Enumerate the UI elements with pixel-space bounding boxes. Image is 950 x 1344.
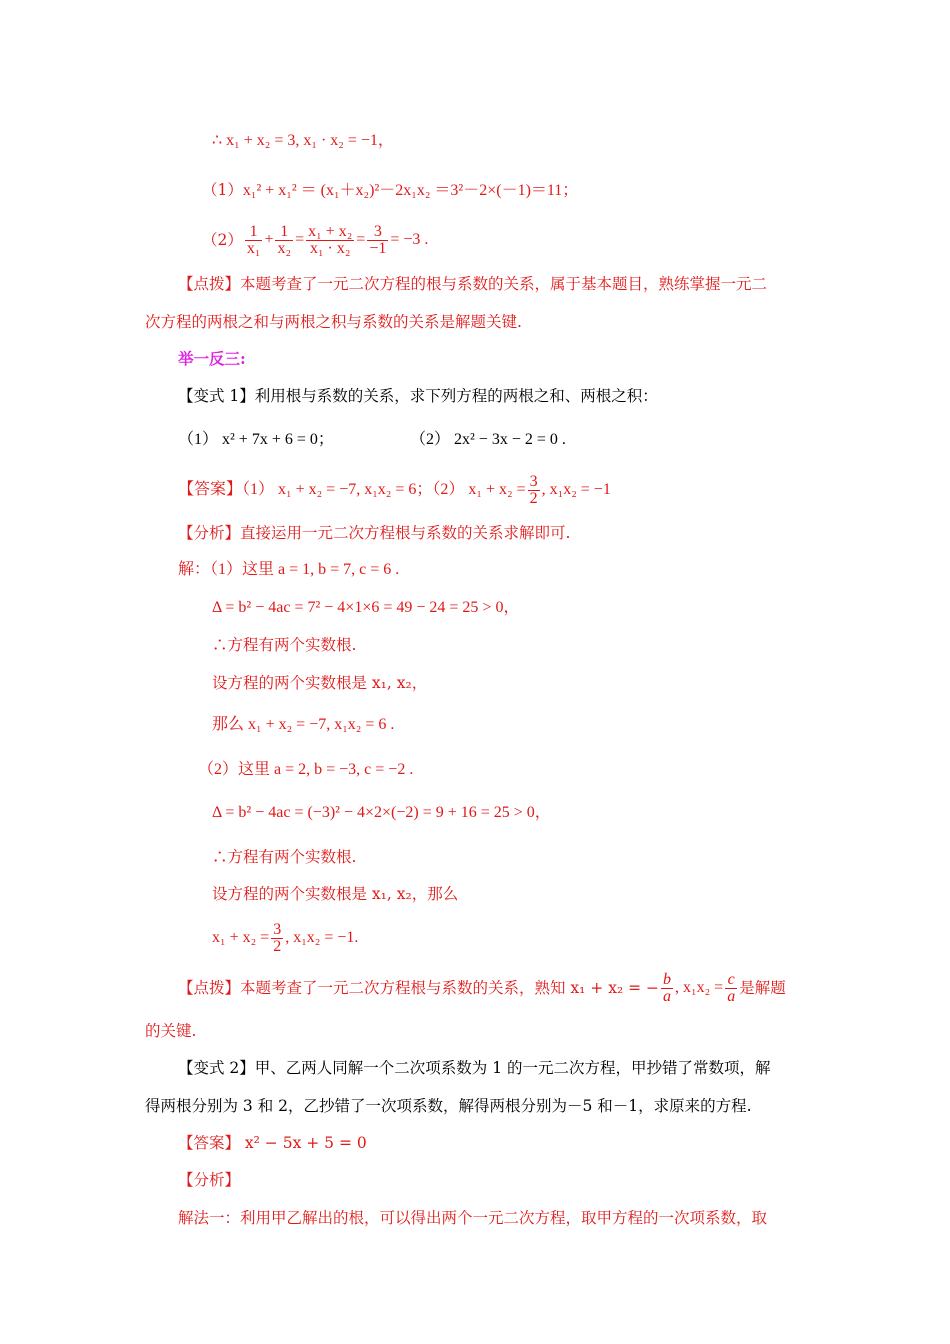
therefore-roots-sum-product: ∴ x₁ + x₂ = 3, x₁ · x₂ = −1， [212, 132, 394, 149]
solution-part-1-two-roots: ∴方程有两个实数根. [212, 636, 357, 654]
plus-sign: + [264, 231, 274, 248]
line-1 [212, 131, 394, 151]
tip-paragraph-line-1: 【点拨】本题考查了一元二次方程的根与系数的关系，属于基本题目，熟练掌握一元二 [178, 275, 768, 293]
fraction-sum-over-product: $\frac{\text{x₁ + x₂}}{\text{x₁ · x₂}}$ [308, 222, 353, 257]
fraction-c-over-a: $\frac{c}{a}$ [727, 970, 736, 1005]
fraction-1-over-x1: $\frac{1}{\text{x₁}}$ [246, 222, 261, 257]
tip-2-line-2: 的关键. [145, 1022, 197, 1040]
fraction-3-over-2: $\frac{3}{2}$ [529, 472, 538, 507]
variant-2-analysis-heading: 【分析】 [178, 1171, 241, 1189]
variant-2-answer: 【答案】 x² − 5x + 5 = 0 [178, 1134, 367, 1152]
solution-part-1-let-roots: 设方程的两个实数根是 x₁, x₂， [212, 674, 428, 692]
result-sum: x₁ + x₂ = [212, 929, 270, 946]
tip-2-product: , x₁x₂ = [675, 979, 724, 996]
result-neg3: = −3 . [390, 231, 429, 248]
variant-2-method-1: 解法一：利用甲乙解出的根，可以得出两个一元二次方程，取甲方程的一次项系数，取 [178, 1209, 768, 1227]
tip-2-tail: 是解题 [739, 979, 786, 997]
equals-sign: = [295, 231, 305, 248]
solution-part-1-coefficients: 解：（1）这里 a = 1, b = 7, c = 6 . [178, 561, 400, 578]
answer-product: , x₁x₂ = −1 [541, 481, 611, 498]
sum-of-squares-formula: x₁² + x₁² ＝ (x₁＋x₂)²－2x₁x₂ ＝3²－2×(－1)＝11； [242, 182, 579, 199]
fraction-1-over-x2: $\frac{1}{\text{x₂}}$ [277, 222, 292, 257]
solution-part-2-two-roots: ∴方程有两个实数根. [212, 848, 357, 866]
line-2 [202, 180, 578, 201]
section-heading-practice: 举一反三: [178, 349, 246, 368]
result-product: , x₁x₂ = −1. [285, 929, 359, 946]
solution-part-2-discriminant: Δ = b² − 4ac = (−3)² − 4×2×(−2) = 9 + 16 = 25 > 0， [212, 804, 551, 821]
analysis-line: 【分析】直接运用一元二次方程根与系数的关系求解即可. [178, 524, 571, 542]
solution-part-1-discriminant: Δ = b² − 4ac = 7² − 4×1×6 = 49 − 24 = 25 > 0， [212, 599, 520, 616]
fraction-3-over-2: $\frac{3}{2}$ [273, 920, 282, 955]
variant-1-equation-2: （2） 2x² − 3x − 2 = 0 . [410, 431, 566, 448]
solution-part-2-result [212, 916, 358, 960]
solution-part-2-coefficients: （2）这里 a = 2, b = −3, c = −2 . [198, 761, 414, 778]
tip-2-line-1 [178, 966, 786, 1010]
equals-sign: = [356, 231, 366, 248]
line-3 [202, 218, 428, 262]
variant-1-equation-1: （1） x² + 7x + 6 = 0； [178, 431, 334, 448]
tip-2-text: 【点拨】本题考查了一元二次方程根与系数的关系，熟知 x₁ + x₂ = − [178, 979, 660, 997]
solution-part-1-result: 那么 x₁ + x₂ = −7, x₁x₂ = 6 . [212, 716, 395, 733]
fraction-3-over-neg1: $\frac{3}{-1}$ [369, 222, 387, 257]
solution-part-2-let-roots: 设方程的两个实数根是 x₁, x₂，那么 [212, 885, 459, 903]
variant-1-answer [178, 468, 611, 512]
item-label: （1） [202, 181, 243, 199]
answer-text: 【答案】（1） x₁ + x₂ = −7, x₁x₂ = 6；（2） x₁ + x₂ = [178, 481, 526, 498]
variant-2-question-line-2: 得两根分别为 3 和 2，乙抄错了一次项系数，解得两根分别为－5 和－1，求原来的方程. [145, 1097, 752, 1115]
variant-2-question-line-1: 【变式 2】甲、乙两人同解一个二次项系数为 1 的一元二次方程，甲抄错了常数项，解 [178, 1059, 771, 1077]
variant-1-question: 【变式 1】利用根与系数的关系，求下列方程的两根之和、两根之积： [178, 387, 658, 405]
item-label: （2） [202, 231, 243, 249]
fraction-b-over-a: $\frac{b}{a}$ [663, 970, 672, 1005]
tip-paragraph-line-2: 次方程的两根之和与两根之积与系数的关系是解题关键. [145, 313, 522, 331]
